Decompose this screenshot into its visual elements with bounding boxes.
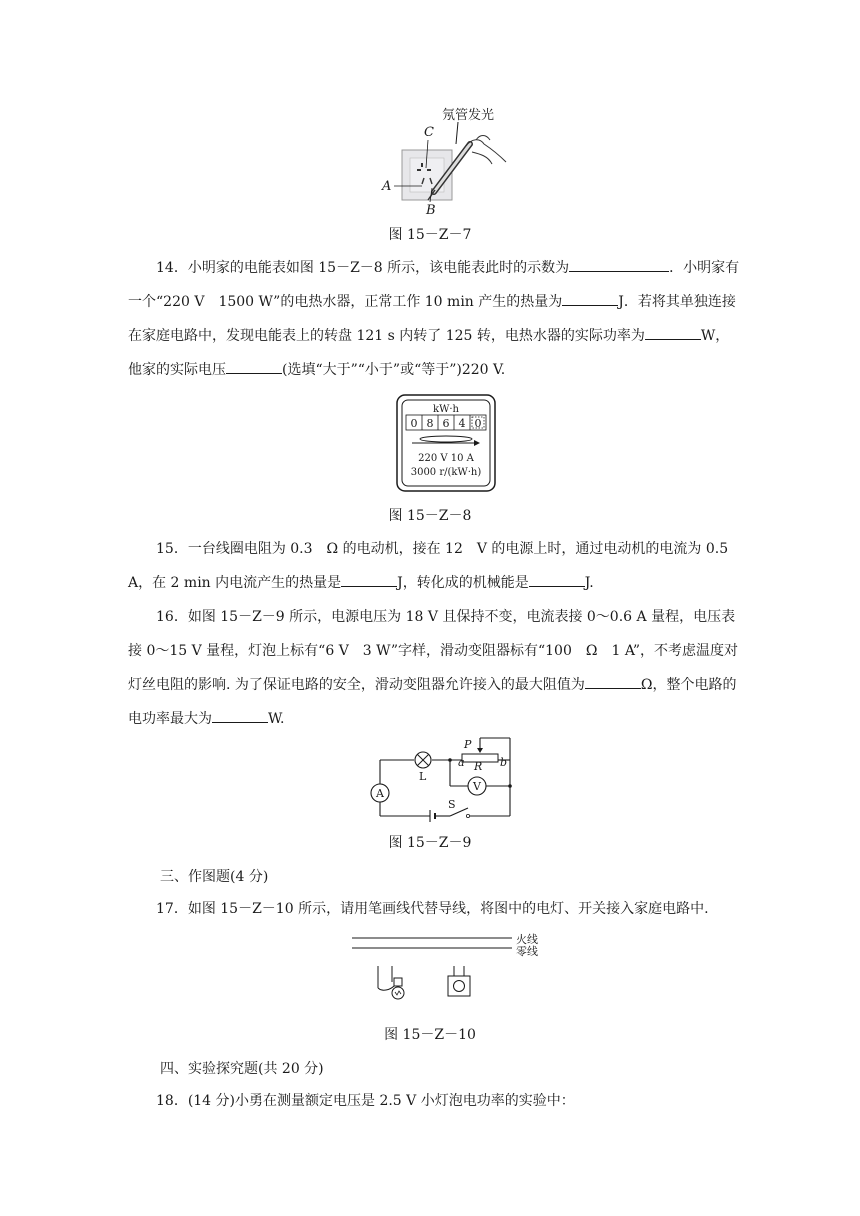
answer-blank[interactable] xyxy=(529,572,585,587)
figure-caption: 图 15－Z－9 xyxy=(388,835,472,851)
answer-blank[interactable] xyxy=(212,708,268,723)
question-14: 14．小明家的电能表如图 15－Z－8 所示，该电能表此时的示数为 ．小明家有一个“220 V 1500 W”的电热水器，正常工作 10 min 产生的热量为 J．若将其单独连接在家庭电路中，发现电能表上的转盘 121 s 内转了 125 转，电热水器的实际功率为 W，他家的实际电压 (选填“大于”“小于”或“等于”)220 V. xyxy=(128,251,740,387)
label-switch: S xyxy=(448,798,456,811)
section-heading: 三、作图题(4 分) xyxy=(160,869,269,885)
answer-blank[interactable] xyxy=(585,674,641,689)
answer-blank[interactable] xyxy=(341,572,397,587)
answer-blank[interactable] xyxy=(645,325,701,340)
section-heading: 四、实验探究题(共 20 分) xyxy=(160,1061,324,1077)
label-a: A xyxy=(382,179,392,194)
question-18: 18．(14 分)小勇在测量额定电压是 2.5 V 小灯泡电功率的实验中： xyxy=(156,1093,575,1109)
figure-household-circuit xyxy=(350,930,550,1014)
live-wire-label: 火线 xyxy=(516,933,538,946)
ammeter-icon xyxy=(371,784,389,802)
meter-digit: 8 xyxy=(426,417,434,430)
figure-circuit xyxy=(350,734,530,826)
switch-icon xyxy=(448,966,470,996)
meter-unit: kW·h xyxy=(433,404,459,415)
hand-icon xyxy=(466,136,506,165)
meter-constant: 3000 r/(kW·h) xyxy=(410,467,482,478)
label-c: C xyxy=(424,125,434,140)
figure-caption: 图 15－Z－8 xyxy=(388,508,472,524)
meter-digit: 4 xyxy=(458,417,466,430)
answer-blank[interactable] xyxy=(569,257,669,272)
svg-text:V: V xyxy=(473,780,481,793)
label-p: P xyxy=(464,738,472,751)
voltmeter-icon xyxy=(468,777,486,795)
meter-digit: 6 xyxy=(442,417,450,430)
question-16: 16．如图 15－Z－9 所示，电源电压为 18 V 且保持不变，电流表接 0～0.6 A 量程，电压表接 0～15 V 量程，灯泡上标有“6 V 3 W”字样，滑动变阻器标有“100 Ω 1 A”，不考虑温度对灯丝电阻的影响. 为了保证电路的安全，滑动变阻器允许接入的最大阻值为 Ω，整个电路的电功率最大为 W. xyxy=(128,609,739,727)
label-b-end: b xyxy=(500,756,508,769)
figure-caption: 图 15－Z－10 xyxy=(384,1027,476,1043)
figure-caption: 图 15－Z－7 xyxy=(388,227,472,243)
label-a-end: a xyxy=(458,756,465,769)
neutral-wire-label: 零线 xyxy=(516,945,538,958)
neon-glow-label: 氖管发光 xyxy=(442,108,495,123)
label-lamp: L xyxy=(419,770,427,783)
svg-text:A: A xyxy=(376,787,384,800)
bulb-icon xyxy=(378,966,404,999)
figure-socket-test-pen xyxy=(380,104,520,218)
question-17: 17．如图 15－Z－10 所示，请用笔画线代替导线，将图中的电灯、开关接入家庭电路中. xyxy=(156,901,709,917)
question-15: 15．一台线圈电阻为 0.3 Ω 的电动机，接在 12 V 的电源上时，通过电动机的电流为 0.5 A，在 2 min 内电流产生的热量是 J，转化成的机械能是 J. xyxy=(128,541,729,591)
answer-blank[interactable] xyxy=(226,359,282,374)
label-r: R xyxy=(474,760,483,773)
answer-blank[interactable] xyxy=(562,291,618,306)
meter-digit: 0 xyxy=(474,417,482,430)
lamp-icon xyxy=(415,752,431,768)
meter-rating: 220 V 10 A xyxy=(418,453,474,464)
figure-energy-meter xyxy=(396,394,496,492)
label-b: B xyxy=(426,203,436,218)
meter-digit: 0 xyxy=(410,417,418,430)
